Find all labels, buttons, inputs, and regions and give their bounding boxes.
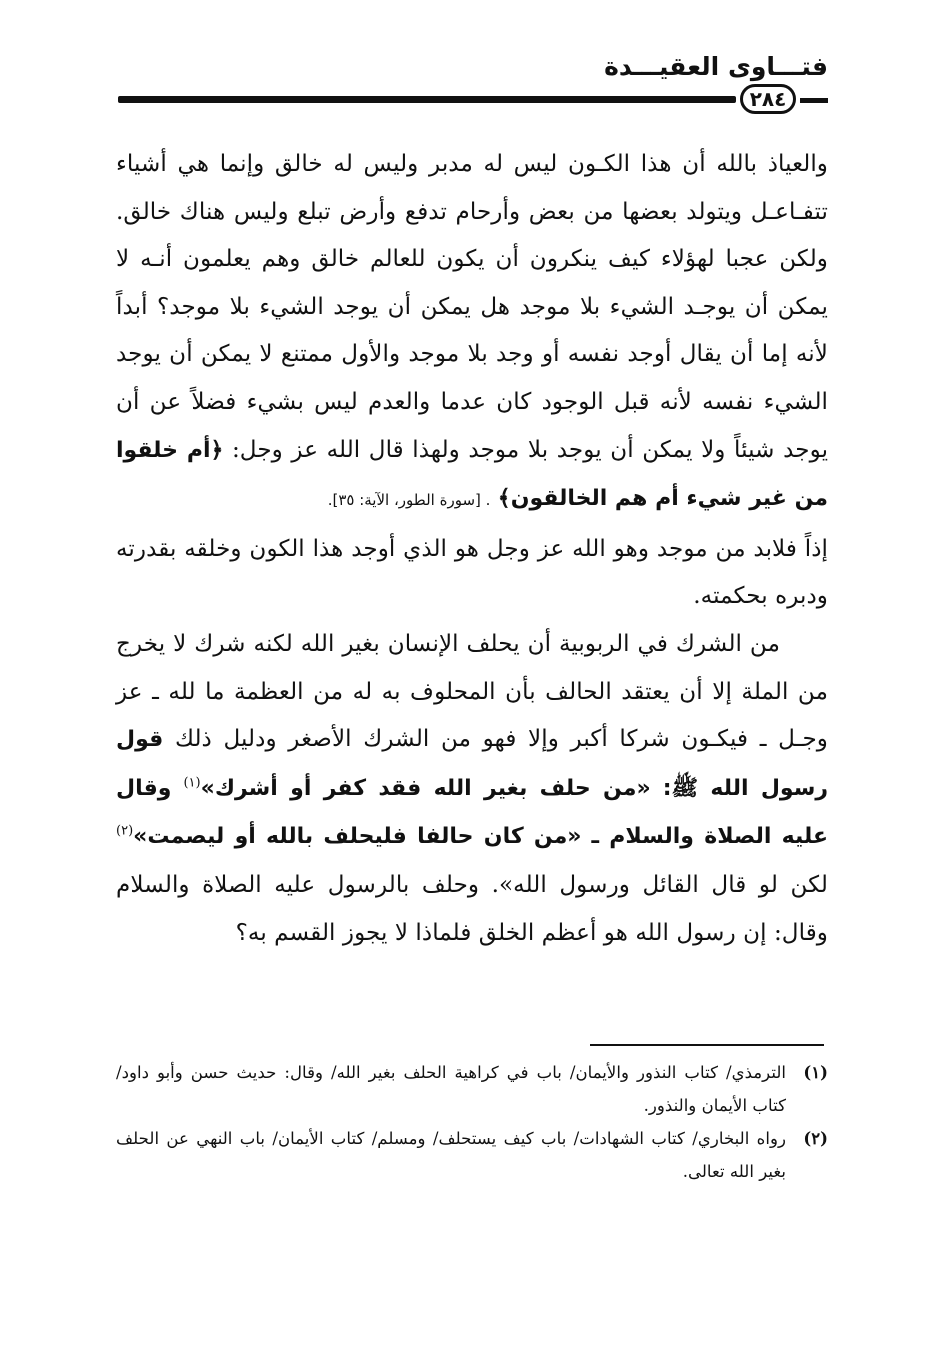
footnote-text: رواه البخاري/ كتاب الشهادات/ باب كيف يستحلف/ ومسلم/ كتاب الأيمان/ باب النهي عن الحلف بغير الله تعالى. [116,1129,786,1181]
footnote-number: (٢) [803,1128,828,1148]
header-rule-tail [800,98,828,103]
hadith-2: «من كان حالفا فليحلف بالله أو ليصمت» [133,824,582,850]
footnote-ref-2[interactable]: (٢) [116,823,134,839]
prophet-saying-intro: قول رسول الله ﷺ: [116,727,828,801]
page-number: ٢٨٤ [740,84,796,114]
footnotes [116,1056,828,1188]
quran-verse: ﴿أم خلقوا من غير شيء أم هم الخالقون﴾ [116,437,828,512]
paragraph-3-text: من الشرك في الربوبية أن يحلف الإنسان بغير الله لكنه شرك لا يخرج من الملة إلا أن يعتقد الحالف بأن المحلوف به له من العظمة ما لله ـ عز وجـل ـ فيكـون شركا أكبر وإلا فهو من الشرك الأصغر ودليل ذلك [116,629,828,753]
footnote-text: الترمذي/ كتاب النذور والأيمان/ باب في كراهية الحلف بغير الله/ وقال: حديث حسن وأبو داود/ كتاب الأيمان والنذور. [116,1063,786,1115]
running-title: فتـــاوى العقيـــدة [604,52,828,81]
footnote-number: (١) [803,1062,828,1082]
body-text [116,140,828,956]
paragraph-1-text: والعياذ بالله أن هذا الكـون ليس له مدبر وليس له خالق وإنما هي أشياء تتفـاعـل ويتولد بعضها من بعض وأرحام تدفع وأرض تبلع وليس هناك خالق. ولكن عجبا لهؤلاء كيف ينكرون أن يكون للعالم خالق وهم يعلمون أنـه لا يمكن أن يوجـد الشيء بلا موجد هل يمكن أن يوجد الشيء بلا موجد؟ أبداً لأنه إما أن يقال أوجد نفسه أو وجد بلا موجد والأول ممتنع لا يمكن أن يوجد الشيء نفسه لأنه قبل الوجود كان عدما والعدم ليس بشيء فضلاً عن أن يوجد شيئاً ولا يمكن أن يوجد بلا موجد ولهذا قال الله عز وجل: [116,150,829,463]
prophet-saying-2: وقال عليه الصلاة والسلام ـ [116,775,829,850]
footnote-separator [590,1044,824,1046]
paragraph-3 [116,620,828,956]
paragraph-2 [116,525,828,620]
footnote-ref-1[interactable]: (١) [183,774,201,790]
hadith-1: «من حلف بغير الله فقد كفر أو أشرك» [200,775,651,801]
paragraph-3-text-end: لكن لو قال القائل ورسول الله». وحلف بالرسول عليه الصلاة والسلام وقال: إن رسول الله هو أعظم الخلق فلماذا لا يجوز القسم به؟ [116,870,828,946]
verse-citation: . [سورة الطور، الآية: ٣٥]. [327,491,491,510]
paragraph-2-text: إذاً فلابد من موجد وهو الله عز وجل هو الذي أوجد هذا الكون وخلقه بقدرته ودبره بحكمته. [116,534,828,610]
footnote-2 [116,1122,828,1188]
footnote-1 [116,1056,828,1122]
header-rule [118,96,736,103]
paragraph-1 [116,140,828,525]
